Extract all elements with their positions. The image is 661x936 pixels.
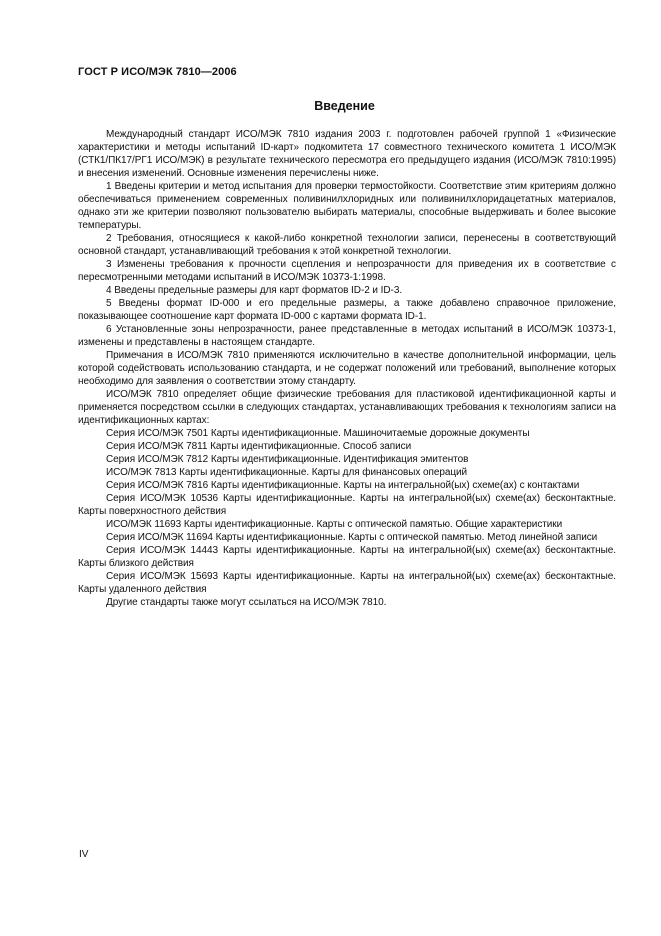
section-title xyxy=(0,99,661,113)
paragraph-change-3: 3 Изменены требования к прочности сцепления и непрозрачности для приведения их в соответствие с пересмотренными методами испытаний в ИСО/МЭК 10373-1:1998. xyxy=(78,259,616,283)
section-title-text: Введение xyxy=(314,99,375,113)
paragraph-change-4: 4 Введены предельные размеры для карт форматов ID-2 и ID-3. xyxy=(106,285,403,296)
standard-ref-7811: Серия ИСО/МЭК 7811 Карты идентификационные. Способ записи xyxy=(106,441,412,452)
document-header: ГОСТ Р ИСО/МЭК 7810—2006 xyxy=(78,66,237,78)
standard-ref-11693: ИСО/МЭК 11693 Карты идентификационные. Карты с оптической памятью. Общие характеристики xyxy=(106,519,563,530)
standard-ref-7812: Серия ИСО/МЭК 7812 Карты идентификационные. Идентификация эмитентов xyxy=(106,454,469,465)
paragraph-scope: ИСО/МЭК 7810 определяет общие физические требования для пластиковой идентификационной карты и применяется посредством ссылки в следующих стандартах, устанавливающих требования к технологиям записи на идентификационных картах: xyxy=(78,389,616,426)
paragraph-closing: Другие стандарты также могут ссылаться на ИСО/МЭК 7810. xyxy=(106,597,387,608)
paragraph-change-5: 5 Введены формат ID-000 и его предельные размеры, а также добавлено справочное приложение, показывающее соотношение карт формата ID-000 с картами формата ID-1. xyxy=(78,298,616,322)
standard-ref-7813: ИСО/МЭК 7813 Карты идентификационные. Карты для финансовых операций xyxy=(106,467,468,478)
paragraph-notes: Примечания в ИСО/МЭК 7810 применяются исключительно в качестве дополнительной информации, цель которой содействовать использованию стандарта, и не содержат положений или требований, выполнение которых необходимо для заявления о соответствии этому стандарту. xyxy=(78,350,616,387)
paragraph-change-6: 6 Установленные зоны непрозрачности, ранее представленные в методах испытаний в ИСО/МЭК 10373-1, изменены и представлены в настоящем стандарте. xyxy=(78,324,616,348)
standard-ref-15693: Серия ИСО/МЭК 15693 Карты идентификационные. Карты на интегральной(ых) схеме(ах) бесконтактные. Карты удаленного действия xyxy=(78,571,616,595)
section-body xyxy=(78,128,616,609)
standard-ref-11694: Серия ИСО/МЭК 11694 Карты идентификационные. Карты с оптической памятью. Метод линейной записи xyxy=(106,532,598,543)
page-number: IV xyxy=(79,849,89,860)
standard-ref-7501: Серия ИСО/МЭК 7501 Карты идентификационные. Машиночитаемые дорожные документы xyxy=(106,428,530,439)
standard-ref-7816: Серия ИСО/МЭК 7816 Карты идентификационные. Карты на интегральной(ых) схеме(ах) с контактами xyxy=(106,480,580,491)
standard-ref-10536: Серия ИСО/МЭК 10536 Карты идентификационные. Карты на интегральной(ых) схеме(ах) бесконтактные. Карты поверхностного действия xyxy=(78,493,616,517)
paragraph-intro: Международный стандарт ИСО/МЭК 7810 издания 2003 г. подготовлен рабочей группой 1 «Физические характеристики и методы испытаний ID-карт» подкомитета 17 совместного технического комитета 1 ИСО/МЭК (СТК1/ПК17/РГ1 ИСО/МЭК) в результате технического пересмотра его предыдущего издания (ИСО/МЭК 7810:1995) и внесения изменений. Основные изменения перечислены ниже. xyxy=(78,129,616,179)
paragraph-change-1: 1 Введены критерии и метод испытания для проверки термостойкости. Соответствие этим критериям должно обеспечиваться применением современных поливинилхлоридных или поливинилхлоридацетатных материалов, однако эти же критерии позволяют пользователю выбирать материалы, способные выдерживать и более высокие температуры. xyxy=(78,181,616,231)
paragraph-change-2: 2 Требования, относящиеся к какой-либо конкретной технологии записи, перенесены в соответствующий основной стандарт, устанавливающий требования к этой конкретной технологии. xyxy=(78,233,616,257)
standard-ref-14443: Серия ИСО/МЭК 14443 Карты идентификационные. Карты на интегральной(ых) схеме(ах) бесконтактные. Карты близкого действия xyxy=(78,545,616,569)
